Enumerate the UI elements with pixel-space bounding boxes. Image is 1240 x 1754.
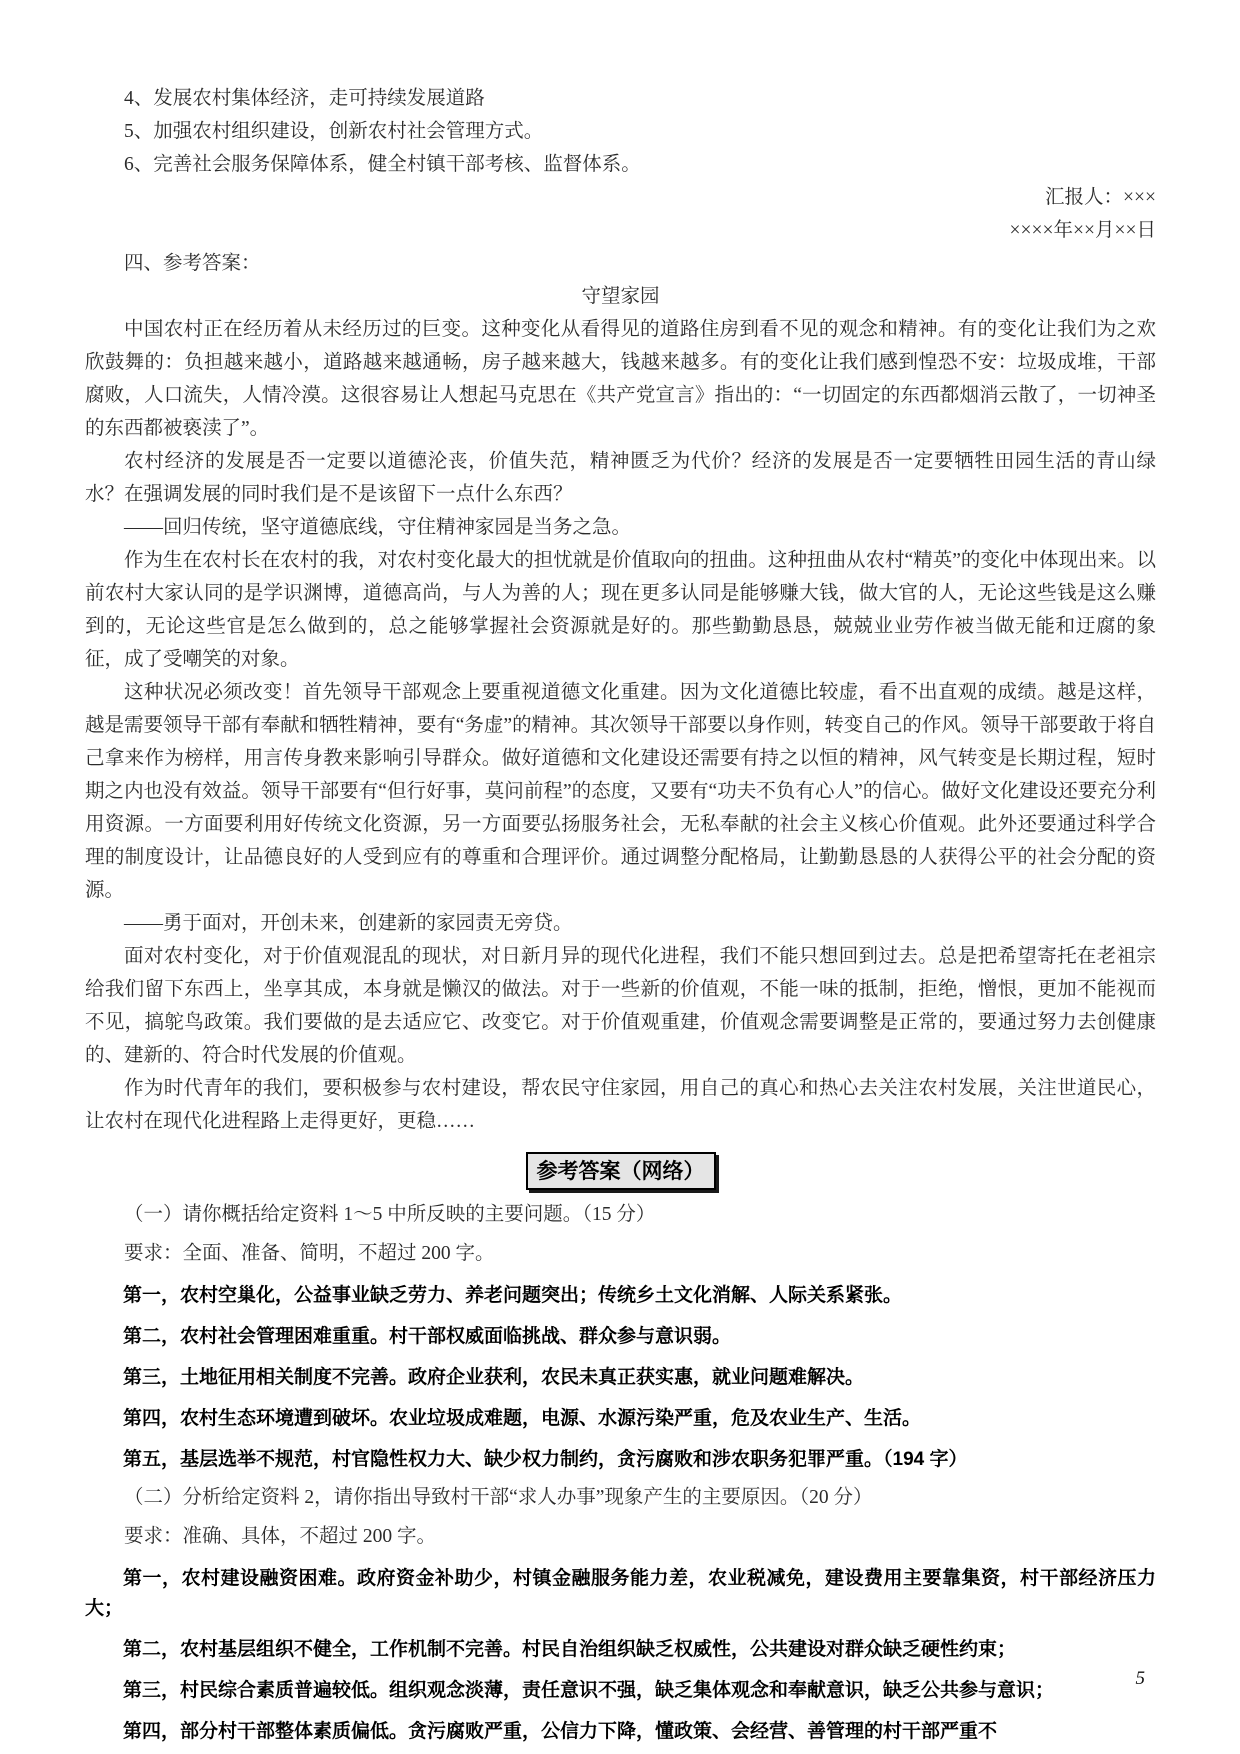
list-item-6: 6、完善社会服务保障体系，健全村镇干部考核、监督体系。 xyxy=(124,154,641,175)
essay-paragraph: 农村经济的发展是否一定要以道德沦丧，价值失范，精神匮乏为代价？经济的发展是否一定要牺牲田园生活的青山绿水？在强调发展的同时我们是不是该留下一点什么东西？ xyxy=(85,451,1156,505)
answer-line: 第三，村民综合素质普遍较低。组织观念淡薄，责任意识不强，缺乏集体观念和奉献意识，缺乏公共参与意识； xyxy=(123,1680,1055,1701)
requirement-line-2: 要求：准确、具体，不超过 200 字。 xyxy=(124,1526,437,1547)
date-line: ××××年××月××日 xyxy=(1009,220,1156,241)
essay-paragraph: 作为生在农村长在农村的我，对农村变化最大的担忧就是价值取向的扭曲。这种扭曲从农村“精英”的变化中体现出来。以前农村大家认同的是学识渊博，道德高尚，与人为善的人；现在更多认同是能够赚大钱，做大官的人，无论这些钱是这么赚到的，无论这些官是怎么做到的，总之能够掌握社会资源就是好的。那些勤勤恳恳，兢兢业业劳作被当做无能和迂腐的象征，成了受嘲笑的对象。 xyxy=(85,550,1156,670)
page-number: 5 xyxy=(1135,1668,1145,1689)
reporter-line: 汇报人：××× xyxy=(1045,187,1156,208)
answer-line: 第三，土地征用相关制度不完善。政府企业获利，农民未真正获实惠，就业问题难解决。 xyxy=(123,1367,865,1388)
section-heading: 四、参考答案： xyxy=(124,253,261,274)
answer-line: 第五，基层选举不规范，村官隐性权力大、缺少权力制约，贪污腐败和涉农职务犯罪严重。（194 字） xyxy=(123,1449,968,1470)
essay-paragraph: 中国农村正在经历着从未经历过的巨变。这种变化从看得见的道路住房到看不见的观念和精神。有的变化让我们为之欢欣鼓舞的：负担越来越小，道路越来越通畅，房子越来越大，钱越来越多。有的变化让我们感到惶恐不安：垃圾成堆，干部腐败，人口流失，人情冷漠。这很容易让人想起马克思在《共产党宣言》指出的：“一切固定的东西都烟消云散了，一切神圣的东西都被亵渎了”。 xyxy=(85,319,1156,439)
answer-box-line xyxy=(85,1152,1156,1190)
answer-line: 第二，农村基层组织不健全，工作机制不完善。村民自治组织缺乏权威性，公共建设对群众缺乏硬性约束； xyxy=(123,1639,1017,1660)
answer-line: 第四，部分村干部整体素质偏低。贪污腐败严重，公信力下降，懂政策、会经营、善管理的村干部严重不 xyxy=(123,1721,998,1742)
answers-section xyxy=(85,1198,1156,1747)
answer-line: 第四，农村生态环境遭到破坏。农业垃圾成难题，电源、水源污染严重，危及农业生产、生活。 xyxy=(123,1408,922,1429)
answer-box-title: 参考答案（网络） xyxy=(526,1152,716,1190)
question-line-2: （二）分析给定资料 2，请你指出导致村干部“求人办事”现象产生的主要原因。（20 分） xyxy=(124,1487,873,1508)
essay-paragraph: 面对农村变化，对于价值观混乱的现状，对日新月异的现代化进程，我们不能只想回到过去。总是把希望寄托在老祖宗给我们留下东西上，坐享其成，本身就是懒汉的做法。对于一些新的价值观，不能一味的抵制，拒绝，憎恨，更加不能视而不见，搞鸵鸟政策。我们要做的是去适应它、改变它。对于价值观重建，价值观念需要调整是正常的，要通过努力去创健康的、建新的、符合时代发展的价值观。 xyxy=(85,946,1156,1066)
document-content xyxy=(85,82,1156,1747)
list-item-5: 5、加强农村组织建设，创新农村社会管理方式。 xyxy=(124,121,544,142)
essay-title: 守望家园 xyxy=(581,286,660,307)
answer-line: 第一，农村空巢化，公益事业缺乏劳力、养老问题突出；传统乡土文化消解、人际关系紧张。 xyxy=(123,1285,903,1306)
requirement-line-1: 要求：全面、准备、简明，不超过 200 字。 xyxy=(124,1243,495,1264)
essay-paragraph: ——勇于面对，开创未来，创建新的家园责无旁贷。 xyxy=(124,913,573,934)
essay-paragraph: ——回归传统，坚守道德底线，守住精神家园是当务之急。 xyxy=(124,517,632,538)
answer-line: 第二，农村社会管理困难重重。村干部权威面临挑战、群众参与意识弱。 xyxy=(123,1326,732,1347)
question-line-1: （一）请你概括给定资料 1～5 中所反映的主要问题。（15 分） xyxy=(124,1204,656,1225)
essay-paragraph: 作为时代青年的我们，要积极参与农村建设，帮农民守住家园，用自己的真心和热心去关注农村发展，关注世道民心，让农村在现代化进程路上走得更好，更稳…… xyxy=(85,1078,1156,1132)
essay-paragraph: 这种状况必须改变！首先领导干部观念上要重视道德文化重建。因为文化道德比较虚，看不出直观的成绩。越是这样，越是需要领导干部有奉献和牺牲精神，要有“务虚”的精神。其次领导干部要以身作则，转变自己的作风。领导干部要敢于将自己拿来作为榜样，用言传身教来影响引导群众。做好道德和文化建设还需要有持之以恒的精神，风气转变是长期过程，短时期之内也没有效益。领导干部要有“但行好事，莫问前程”的态度，又要有“功夫不负有心人”的信心。做好文化建设还要充分利用资源。一方面要利用好传统文化资源，另一方面要弘扬服务社会，无私奉献的社会主义核心价值观。此外还要通过科学合理的制度设计，让品德良好的人受到应有的尊重和合理评价。通过调整分配格局，让勤勤恳恳的人获得公平的社会分配的资源。 xyxy=(85,682,1156,901)
list-item-4: 4、发展农村集体经济，走可持续发展道路 xyxy=(124,88,485,109)
answer-line: 第一，农村建设融资困难。政府资金补助少，村镇金融服务能力差，农业税减免，建设费用主要靠集资，村干部经济压力大； xyxy=(85,1568,1156,1619)
